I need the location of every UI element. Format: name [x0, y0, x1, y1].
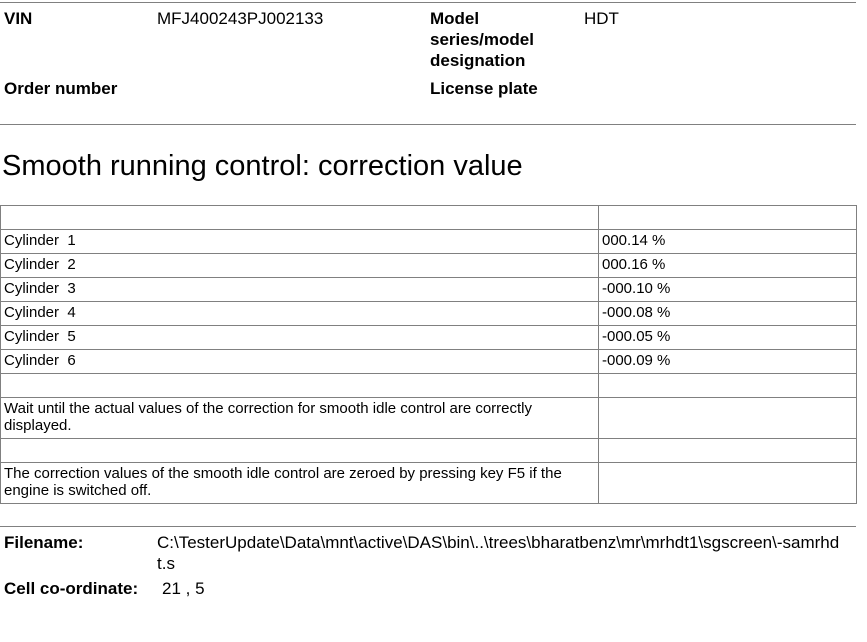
row-value: -000.05 % [599, 326, 857, 350]
model-value: HDT [584, 9, 619, 28]
table-row [1, 350, 857, 374]
row-value [599, 439, 857, 463]
license-plate-label: License plate [430, 79, 538, 98]
table-row [1, 398, 857, 439]
cell-coordinate-value: 21 , 5 [162, 579, 205, 598]
row-value: 000.14 % [599, 230, 857, 254]
table-row [1, 326, 857, 350]
table-row [1, 254, 857, 278]
table-row [1, 463, 857, 504]
row-value [599, 463, 857, 504]
filename-value: C:\TesterUpdate\Data\mnt\active\DAS\bin\..\trees\bharatbenz\mr\mrhdt1\sgscreen\-samrhdt.s [157, 533, 840, 573]
cell-coordinate-label: Cell co-ordinate: [4, 579, 139, 598]
footer-rule [0, 526, 856, 527]
row-label [1, 439, 599, 463]
table-row [1, 374, 857, 398]
row-value: -000.08 % [599, 302, 857, 326]
top-rule [0, 2, 856, 3]
row-label: Cylinder 2 [1, 254, 599, 278]
row-label [1, 374, 599, 398]
row-value: -000.09 % [599, 350, 857, 374]
correction-table [0, 205, 857, 504]
row-value [599, 398, 857, 439]
vin-label: VIN [4, 9, 33, 28]
row-label: Wait until the actual values of the correction for smooth idle control are correctly displayed. [1, 398, 599, 439]
table-row [1, 302, 857, 326]
header-rule [0, 124, 856, 125]
model-label: Model series/model designation [430, 9, 534, 70]
page-title: Smooth running control: correction value [2, 150, 523, 182]
row-value [599, 206, 857, 230]
row-label: Cylinder 1 [1, 230, 599, 254]
table-row [1, 439, 857, 463]
row-value: 000.16 % [599, 254, 857, 278]
row-label: The correction values of the smooth idle control are zeroed by pressing key F5 if the engine is switched off. [1, 463, 599, 504]
row-label: Cylinder 6 [1, 350, 599, 374]
table-row [1, 206, 857, 230]
order-number-label: Order number [4, 79, 118, 98]
filename-label: Filename: [4, 533, 84, 552]
table-row [1, 230, 857, 254]
row-value: -000.10 % [599, 278, 857, 302]
row-label [1, 206, 599, 230]
row-label: Cylinder 5 [1, 326, 599, 350]
vin-value: MFJ400243PJ002133 [157, 9, 324, 28]
table-row [1, 278, 857, 302]
row-label: Cylinder 3 [1, 278, 599, 302]
row-label: Cylinder 4 [1, 302, 599, 326]
row-value [599, 374, 857, 398]
